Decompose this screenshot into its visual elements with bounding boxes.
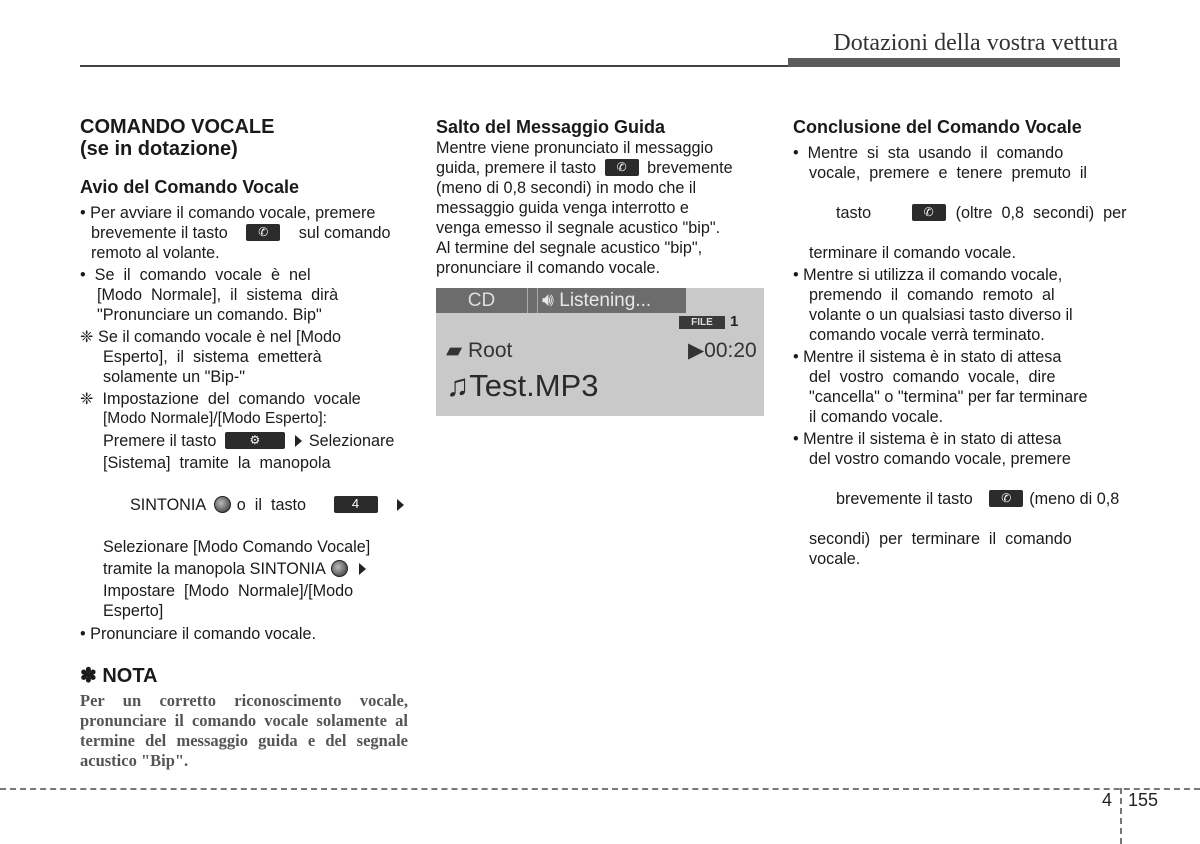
column-left — [80, 116, 408, 771]
text-line: Mentre viene pronunciato il messaggio — [436, 139, 714, 157]
text-line: Selezionare [Modo Comando Vocale] — [103, 538, 371, 556]
text-line: guida, premere il tasto ✆ brevemente — [436, 159, 733, 177]
text-line: del vostro comando vocale, premere — [809, 450, 1071, 468]
text-line: Al termine del segnale acustico "bip", — [436, 239, 703, 257]
display-file-number: 1 — [730, 313, 739, 330]
tuning-knob-icon — [214, 496, 231, 513]
voice-button-icon: ✆ — [605, 159, 639, 176]
text-line: volante o un qualsiasi tasto diverso il — [809, 306, 1073, 324]
text-line: messaggio guida venga interrotto e — [436, 199, 689, 217]
chapter-number: 4 — [1102, 790, 1113, 810]
text-line: terminare il comando vocale. — [809, 244, 1016, 262]
text-line: premendo il comando remoto al — [809, 286, 1055, 304]
header-rule-bar — [788, 58, 1120, 67]
header-rule — [80, 65, 790, 67]
voice-button-icon: ✆ — [912, 204, 946, 221]
text-line: secondi) per terminare il comando — [809, 530, 1072, 548]
note-text: Per un corretto riconoscimento vocale, pronunciare il comando vocale solamente al termine del messaggio guida e del segnale acustico "Bip". — [80, 691, 408, 770]
text-line: • Se il comando vocale è nel — [80, 266, 311, 284]
section-title-line2: (se in dotazione) — [80, 138, 238, 160]
footer-rule — [0, 788, 1200, 790]
text-line: brevemente il tasto ✆ sul comando — [91, 224, 391, 242]
text-line: [Modo Normale]/[Modo Esperto]: — [103, 410, 327, 427]
display-file-badge: FILE — [679, 316, 725, 329]
tuning-knob-icon — [331, 560, 348, 577]
text-line: Impostare [Modo Normale]/[Modo — [103, 582, 354, 600]
text-line: • Per avviare il comando vocale, premere — [80, 204, 376, 222]
gear-icon: ⚙ — [225, 432, 285, 449]
text-line: • Pronunciare il comando vocale. — [80, 625, 317, 643]
speaker-icon: 🔊︎ — [542, 290, 560, 311]
arrow-right-icon — [295, 435, 302, 447]
display-time: ▶00:20 — [688, 339, 757, 362]
column-middle — [436, 116, 764, 278]
display-source: CD — [436, 288, 528, 313]
subsection-title: Conclusione del Comando Vocale — [793, 117, 1082, 137]
subsection-title: Avio del Comando Vocale — [80, 177, 300, 197]
text-line: • Mentre si utilizza il comando vocale, — [793, 266, 1063, 284]
voice-button-icon: ✆ — [989, 490, 1023, 507]
text-line: vocale, premere e tenere premuto il — [809, 164, 1088, 182]
text-line: [Modo Normale], il sistema dirà — [97, 286, 339, 304]
text-line: ❈ Se il comando vocale è nel [Modo — [80, 328, 342, 346]
text-line: comando vocale verrà terminato. — [809, 326, 1045, 344]
text-line: del vostro comando vocale, dire — [809, 368, 1056, 386]
text-line: venga emesso il segnale acustico "bip". — [436, 219, 721, 237]
text-line: brevemente il tasto ✆ (meno di 0,8 — [836, 490, 1120, 508]
text-line: "cancella" o "termina" per far terminare — [809, 388, 1088, 406]
text-line: ❈ Impostazione del comando vocale — [80, 390, 361, 408]
text-line: Esperto] — [103, 602, 164, 620]
subsection-title: Salto del Messaggio Guida — [436, 117, 666, 137]
text-line: Premere il tasto ⚙ Selezionare — [103, 432, 395, 450]
section-title-line1: COMANDO VOCALE — [80, 116, 275, 138]
display-status: 🔊︎ Listening... — [537, 288, 690, 313]
audio-display-illustration — [436, 288, 764, 416]
page-header-title: Dotazioni della vostra vettura — [833, 30, 1118, 56]
note-title: ✽ NOTA — [80, 665, 158, 687]
footer-divider — [1120, 788, 1122, 844]
arrow-right-icon — [397, 499, 404, 511]
text-line: (meno di 0,8 secondi) in modo che il — [436, 179, 697, 197]
page-number: 155 — [1128, 790, 1159, 810]
text-line: tasto ✆ (oltre 0,8 secondi) per — [836, 204, 1127, 222]
text-line: • Mentre si sta usando il comando — [793, 144, 1064, 162]
column-right — [793, 116, 1127, 569]
text-line: Esperto], il sistema emetterà — [103, 348, 322, 366]
text-line: tramite la manopola SINTONIA — [80, 559, 408, 579]
arrow-right-icon — [359, 563, 366, 575]
display-folder: ▰ Root — [446, 339, 513, 362]
text-line: remoto al volante. — [91, 244, 220, 262]
text-line: solamente un "Bip-" — [103, 368, 245, 386]
key-4-icon: 4 — [334, 496, 378, 513]
display-song: ♫Test.MP3 — [446, 368, 599, 403]
text-line: vocale. — [809, 550, 861, 568]
text-line: • Mentre il sistema è in stato di attesa — [793, 348, 1062, 366]
text-line: "Pronunciare un comando. Bip" — [97, 306, 322, 324]
text-line: il comando vocale. — [809, 408, 944, 426]
text-line: • Mentre il sistema è in stato di attesa — [793, 430, 1062, 448]
music-note-icon: ♫ — [446, 368, 470, 403]
text-line: SINTONIA o il tasto 4 — [80, 475, 408, 535]
folder-icon: ▰ — [446, 339, 468, 362]
display-top-blank — [686, 288, 764, 313]
text-line: [Sistema] tramite la manopola — [103, 454, 331, 472]
voice-button-icon: ✆ — [246, 224, 280, 241]
text-line: pronunciare il comando vocale. — [436, 259, 661, 277]
